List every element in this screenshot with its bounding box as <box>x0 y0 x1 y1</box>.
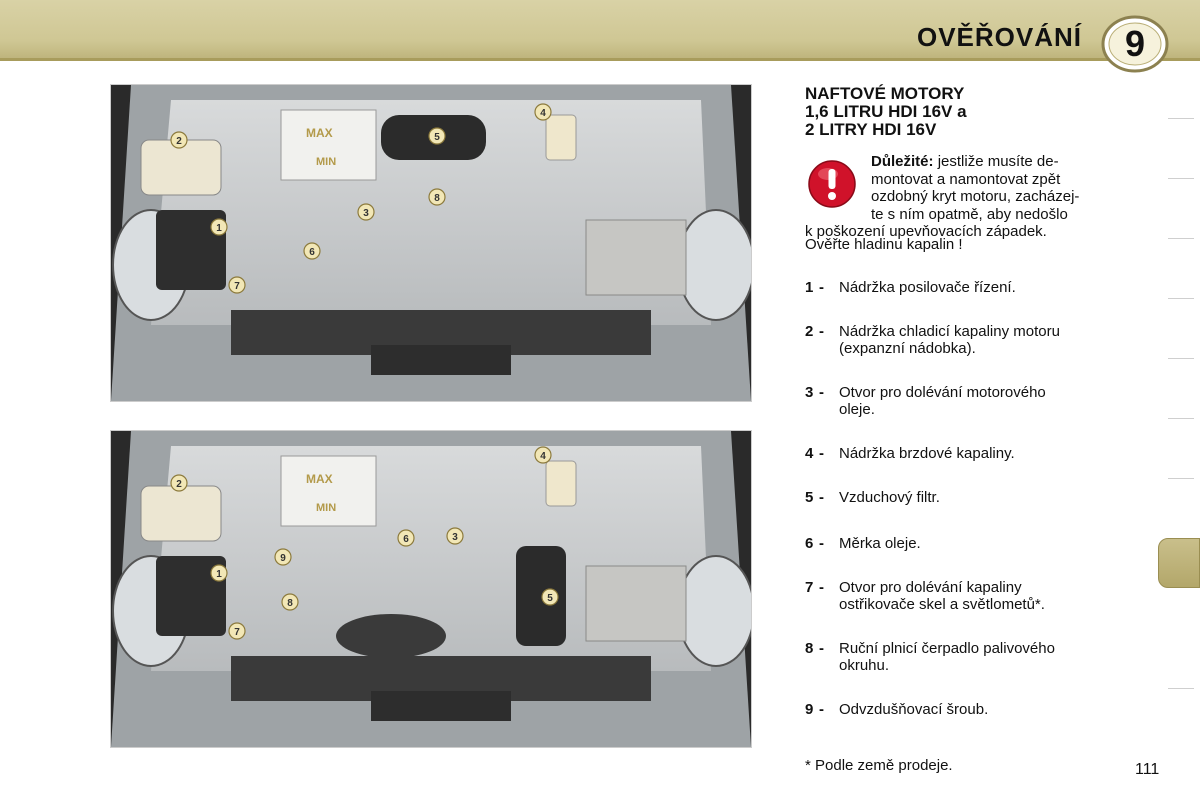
callout-7: 7 <box>234 281 240 292</box>
callout-8: 8 <box>434 193 440 204</box>
chapter-tab-strip <box>1160 88 1200 718</box>
item-dash: - <box>819 445 824 462</box>
item-text: Nádržka chladicí kapaliny motoru <box>839 323 1060 340</box>
item-dash: - <box>819 701 824 718</box>
item-dash: - <box>819 535 824 552</box>
item-text: Vzduchový filtr. <box>839 489 940 506</box>
item-number: 6 <box>805 535 814 552</box>
callout-4: 4 <box>540 451 546 462</box>
tab-divider <box>1168 478 1194 479</box>
tab-divider <box>1168 118 1194 119</box>
item-text: (expanzní nádobka). <box>839 340 976 357</box>
item-number: 9 <box>805 701 814 718</box>
important-line: k poškození upevňovacích západek. <box>805 223 1047 240</box>
list-item <box>805 640 1145 674</box>
item-number: 3 <box>805 384 814 401</box>
item-dash: - <box>819 279 824 296</box>
item-text: Ruční plnicí čerpadlo palivového <box>839 640 1055 657</box>
tab-divider <box>1168 358 1194 359</box>
max-label: MAX <box>306 472 333 486</box>
item-dash: - <box>819 384 824 401</box>
max-label: MAX <box>306 126 333 140</box>
chapter-title: OVĚŘOVÁNÍ <box>916 22 1082 52</box>
callout-3: 3 <box>363 208 369 219</box>
heading-line: 1,6 LITRU HDI 16V a <box>805 102 967 121</box>
important-line <box>805 153 1157 171</box>
tab-divider <box>1168 298 1194 299</box>
callout-8: 8 <box>287 598 293 609</box>
item-text: Nádržka posilovače řízení. <box>839 279 1016 296</box>
callout-7: 7 <box>234 627 240 638</box>
item-dash: - <box>819 579 824 596</box>
tab-divider <box>1168 418 1194 419</box>
important-label: Důležité: <box>871 153 934 170</box>
min-label: MIN <box>316 502 337 514</box>
important-line: te s ním opatmě, aby nedošlo <box>871 205 1068 223</box>
callout-2: 2 <box>176 479 182 490</box>
item-dash: - <box>819 323 824 340</box>
important-note <box>805 153 1157 241</box>
callout-4: 4 <box>540 108 546 119</box>
list-item <box>805 384 1145 418</box>
active-chapter-tab[interactable] <box>1158 538 1200 588</box>
list-item <box>805 579 1145 613</box>
check-fluids-text: Ověřte hladinu kapalin ! <box>805 236 963 253</box>
callout-6: 6 <box>403 534 409 545</box>
min-label: MIN <box>316 156 337 168</box>
item-text: oleje. <box>839 401 875 418</box>
list-item <box>805 323 1145 357</box>
item-text: Nádržka brzdové kapaliny. <box>839 445 1015 462</box>
tab-divider <box>1168 238 1194 239</box>
important-line: ozdobný kryt motoru, zacházej- <box>871 188 1080 205</box>
item-number: 8 <box>805 640 814 657</box>
callout-6: 6 <box>309 247 315 258</box>
item-text: Otvor pro dolévání kapaliny <box>839 579 1022 596</box>
heading-line: NAFTOVÉ MOTORY <box>805 84 965 103</box>
chapter-number: 9 <box>1124 23 1146 64</box>
engine-diagram-top <box>110 84 752 402</box>
item-number: 4 <box>805 445 814 462</box>
list-item <box>805 701 1145 718</box>
list-item <box>805 535 1145 552</box>
callout-3: 3 <box>452 532 458 543</box>
item-text: Otvor pro dolévání motorového <box>839 384 1046 401</box>
tab-divider <box>1168 688 1194 689</box>
item-text: okruhu. <box>839 657 890 674</box>
item-number: 2 <box>805 323 814 340</box>
list-item <box>805 279 1145 296</box>
engine-diagram-bottom <box>110 430 752 748</box>
section-heading <box>805 85 1105 139</box>
important-text: jestliže musíte de- <box>937 153 1059 170</box>
footnote: * Podle země prodeje. <box>805 757 953 774</box>
callout-9: 9 <box>280 553 286 564</box>
important-line: montovat a namontovat zpět <box>871 170 1061 188</box>
callout-5: 5 <box>547 593 553 604</box>
item-number: 7 <box>805 579 814 596</box>
item-dash: - <box>819 489 824 506</box>
item-text: Měrka oleje. <box>839 535 921 552</box>
item-text: ostřikovače skel a světlometů*. <box>839 596 1045 613</box>
item-dash: - <box>819 640 824 657</box>
list-item <box>805 489 1145 506</box>
tab-divider <box>1168 178 1194 179</box>
item-number: 5 <box>805 489 814 506</box>
item-text: Odvzdušňovací šroub. <box>839 701 989 718</box>
list-item <box>805 445 1145 462</box>
item-number: 1 <box>805 279 814 296</box>
page-number: 111 <box>1135 761 1160 778</box>
callout-2: 2 <box>176 136 182 147</box>
callout-5: 5 <box>434 132 440 143</box>
heading-line: 2 LITRY HDI 16V <box>805 120 937 139</box>
callout-1: 1 <box>216 569 222 580</box>
callout-1: 1 <box>216 223 222 234</box>
